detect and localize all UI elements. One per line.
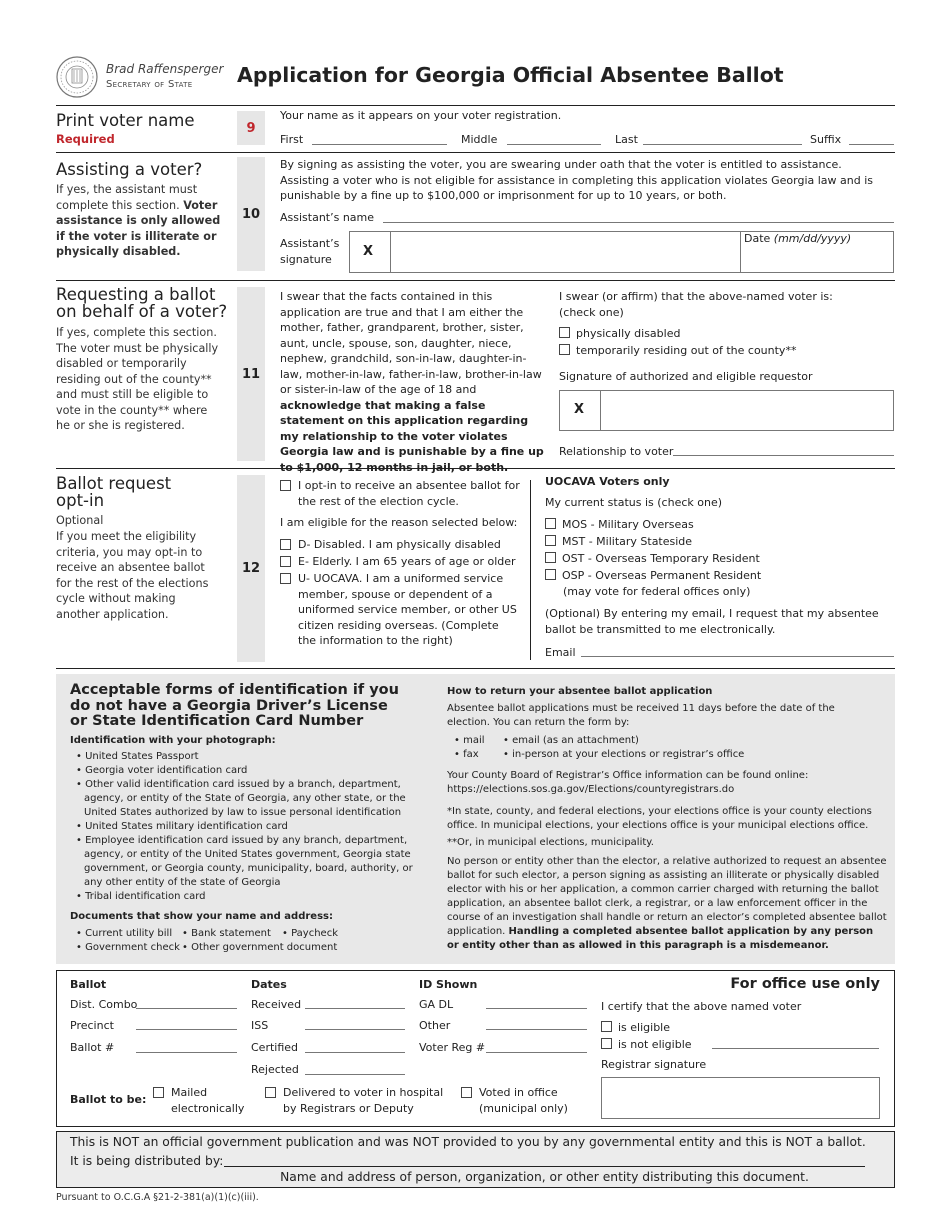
doc-other: • Other government document <box>182 942 338 953</box>
return-in-person: • in-person at your elections or registrar’s office <box>503 749 745 760</box>
doc-paycheck: • Paycheck <box>282 928 338 939</box>
registrar-signature-label: Registrar signature <box>601 1058 707 1071</box>
assistant-signature-label: Assistant’s signature <box>280 237 340 266</box>
elderly-checkbox[interactable] <box>280 556 291 567</box>
return-heading: How to return your absentee ballot application <box>447 686 713 697</box>
distributor-field[interactable] <box>224 1166 865 1167</box>
disclaimer-line2: It is being distributed by: <box>70 1154 224 1168</box>
county-info: Your County Board of Registrar’s Office information can be found online: https://elections.sos.ga.gov/Elections/countyregistrars.do <box>447 770 809 795</box>
uocava-status-label: My current status is (check one) <box>545 496 723 509</box>
handling-notice: No person or entity other than the elector, a relative authorized to request an absentee ballot for such elector, a person signing as assisting an illiterate or physically disabled elector with his or her application, a common carrier charged with returning the ballot application, an absentee ballot clerk, a registrar, or a law enforcement officer in the course of an investigation shall handle or return an elector’s completed absentee ballot application. Handling a completed absentee ballot application by any person or entity other than as allowed in this paragraph is a misdemeanor. <box>447 856 887 951</box>
opt-ost[interactable]: OST - Overseas Temporary Resident <box>545 551 760 567</box>
list-item: • Other valid identification card issued by a branch, department, agency, or entity of the State of Georgia, any other state, or the United States authorized by law to issue personal identification <box>76 779 406 818</box>
opt-mst[interactable]: MST - Military Stateside <box>545 534 692 550</box>
section9-instruction: Your name as it appears on your voter registration. <box>280 109 562 122</box>
dates-heading: Dates <box>251 978 287 991</box>
iss-field[interactable] <box>305 1029 405 1030</box>
email-note: (Optional) By entering my email, I request that my absentee ballot be transmitted to me electronically. <box>545 607 879 636</box>
section11-label: Requesting a ballot on behalf of a voter? <box>56 285 228 321</box>
certify-label: I certify that the above named voter <box>601 1000 802 1013</box>
divider <box>56 468 895 469</box>
precinct-field[interactable] <box>136 1029 237 1030</box>
disclaimer-line3: Name and address of person, organization, or other entity distributing this document. <box>280 1170 809 1184</box>
doc-gov-check: • Government check <box>76 942 180 953</box>
uocava-title: UOCAVA Voters only <box>545 475 670 488</box>
iss-label: ISS <box>251 1019 269 1032</box>
divider <box>56 105 895 106</box>
section12-description: If you meet the eligibility criteria, you may opt-in to receive an absentee ballot for the rest of the elections cycle without making another application. <box>56 530 209 621</box>
return-deadline: Absentee ballot applications must be received 11 days before the date of the election. You can return the form by: <box>447 703 835 728</box>
check-one-note: (check one) <box>559 306 624 319</box>
received-label: Received <box>251 998 302 1011</box>
ga-dl-label: GA DL <box>419 998 454 1011</box>
relationship-oath: I swear that the facts contained in this application are true and that I am either the mother, father, grandparent, brother, sister, aunt, uncle, spouse, son, daughter, niece, nephew, grandchild, son-in-law, daughter-in-law, mother-in-law, father-in-law, brother-in-law or sister-in-law of the age of 18 and acknowledge that making a false statement on this application regarding my relationship to the voter violates Georgia law and is punishable by a fine up to $1,000, 12 months in jail, or both. <box>280 290 544 474</box>
list-item: • Georgia voter identification card <box>76 765 248 776</box>
section10-description: If yes, the assistant must complete this section. Voter assistance is only allowed if the voter is illiterate or physically disabled. <box>56 183 221 258</box>
certified-label: Certified <box>251 1041 299 1054</box>
precinct-label: Precinct <box>70 1019 114 1032</box>
optin-checkbox[interactable] <box>280 480 291 491</box>
is-eligible-checkbox[interactable] <box>601 1021 612 1032</box>
osp-checkbox[interactable] <box>545 569 556 580</box>
middle-label: Middle <box>461 133 498 146</box>
form-title: Application for Georgia Official Absentee Ballot <box>237 63 784 87</box>
divider <box>56 668 895 669</box>
footnote-elections-office: *In state, county, and federal elections, your elections office is your county elections office. In municipal elections, your elections office is your municipal elections office. <box>447 806 872 831</box>
suffix-label: Suffix <box>810 133 842 146</box>
id-title: Acceptable forms of identification if you do not have a Georgia Driver’s License or State Identification Card Number <box>70 682 399 729</box>
first-name-field[interactable] <box>312 144 447 145</box>
photo-id-heading: Identification with your photograph: <box>70 735 276 746</box>
relationship-label: Relationship to voter <box>559 445 674 458</box>
optional-label: Optional <box>56 514 104 527</box>
official-title: Secretary of State <box>106 79 193 90</box>
other-id-field[interactable] <box>486 1029 587 1030</box>
rejected-label: Rejected <box>251 1063 299 1076</box>
divider <box>56 152 895 153</box>
other-id-label: Other <box>419 1019 451 1032</box>
opt-is-eligible[interactable]: is eligible <box>601 1020 670 1036</box>
statute-citation: Pursuant to O.C.G.A §21-2-381(a)(1)(c)(iii). <box>56 1192 259 1203</box>
section11-number: 11 <box>237 287 265 461</box>
ballot-heading: Ballot <box>70 978 107 991</box>
opt-elderly[interactable]: E- Elderly. I am 65 years of age or older <box>280 554 516 570</box>
rejected-field[interactable] <box>305 1074 405 1075</box>
id-shown-heading: ID Shown <box>419 978 478 991</box>
not-eligible-checkbox[interactable] <box>601 1038 612 1049</box>
return-mail: • mail <box>454 735 485 746</box>
dist-combo-label: Dist. Combo <box>70 998 138 1011</box>
voter-reg-label: Voter Reg # <box>419 1041 486 1054</box>
opt-osp[interactable]: OSP - Overseas Permanent Resident <box>545 568 761 584</box>
last-label: Last <box>615 133 638 146</box>
photo-id-list <box>76 750 416 904</box>
state-seal-icon <box>56 56 98 98</box>
list-item: • Tribal identification card <box>76 891 206 902</box>
registrar-signature-box[interactable] <box>601 1077 880 1119</box>
received-field[interactable] <box>305 1008 405 1009</box>
requestor-signature-box[interactable] <box>559 390 894 431</box>
not-eligible-reason-field[interactable] <box>712 1048 879 1049</box>
section12-number: 12 <box>237 475 265 662</box>
list-item: • Employee identification card issued by any branch, department, agency, or entity of the United States government, Georgia state government, or Georgia county, municipality, board, authority, or any other entity of the state of Georgia <box>76 835 413 888</box>
footnote-municipality: **Or, in municipal elections, municipality. <box>447 837 654 848</box>
requestor-signature-label: Signature of authorized and eligible requestor <box>559 370 813 383</box>
required-label: Required <box>56 132 115 146</box>
list-item: • United States Passport <box>76 751 199 762</box>
eligible-reason-label: I am eligible for the reason selected below: <box>280 516 518 529</box>
voter-reg-field[interactable] <box>486 1052 587 1053</box>
first-label: First <box>280 133 304 146</box>
opt-uocava[interactable]: U- UOCAVA. I am a uniformed service member, spouse or dependent of a uniformed service member, or other US citizen residing overseas. (Complete the information to the right) <box>280 571 520 649</box>
section9-number: 9 <box>237 111 265 145</box>
uocava-checkbox[interactable] <box>280 573 291 584</box>
email-field[interactable] <box>581 656 894 657</box>
assistant-name-field[interactable] <box>383 222 894 223</box>
assistance-oath: By signing as assisting the voter, you are swearing under oath that the voter is entitled to assistance. Assisting a voter who is not eligible for assistance in completing this application violates Georgia law and is punishable by a fine up to $100,000 or imprisonment for up to 10 years, or both. <box>280 158 874 202</box>
optin-option[interactable]: I opt-in to receive an absentee ballot for the rest of the election cycle. <box>280 478 520 509</box>
docs-heading: Documents that show your name and address: <box>70 911 333 922</box>
section11-description: If yes, complete this section. The voter must be physically disabled or temporarily residing out of the county** and must still be eligible to vote in the county** where he or she is registered. <box>56 326 219 432</box>
signature-x-mark: X <box>574 402 585 417</box>
official-name: Brad Raffensperger <box>106 62 224 76</box>
signature-x-mark: X <box>363 244 374 259</box>
section9-label: Print voter name <box>56 111 195 130</box>
assistant-name-label: Assistant’s name <box>280 211 375 224</box>
opt-not-eligible[interactable]: is not eligible <box>601 1037 692 1053</box>
office-use-title: For office use only <box>730 976 880 992</box>
email-label: Email <box>545 646 576 659</box>
affirm-statement: I swear (or affirm) that the above-named voter is: <box>559 290 833 303</box>
doc-bank: • Bank statement <box>182 928 271 939</box>
signature-x-divider <box>600 390 601 431</box>
disclaimer-line1: This is NOT an official government publication and was NOT provided to you by any governmental entity and this is NOT a ballot. <box>70 1135 866 1149</box>
osp-note: (may vote for federal offices only) <box>563 585 751 598</box>
doc-utility: • Current utility bill <box>76 928 173 939</box>
mos-checkbox[interactable] <box>545 518 556 529</box>
signature-x-divider <box>390 231 391 273</box>
suffix-field[interactable] <box>849 144 894 145</box>
ballot-number-field[interactable] <box>136 1052 237 1053</box>
return-fax: • fax <box>454 749 479 760</box>
opt-mailed[interactable]: Mailed electronically <box>153 1085 253 1116</box>
mailed-checkbox[interactable] <box>153 1087 164 1098</box>
voted-office-checkbox[interactable] <box>461 1087 472 1098</box>
mst-checkbox[interactable] <box>545 535 556 546</box>
opt-voted-office[interactable]: Voted in office (municipal only) <box>461 1085 581 1116</box>
return-email: • email (as an attachment) <box>503 735 639 746</box>
last-name-field[interactable] <box>643 144 802 145</box>
delivered-checkbox[interactable] <box>265 1087 276 1098</box>
opt-physically-disabled[interactable]: physically disabled <box>559 326 680 342</box>
ballot-to-be-label: Ballot to be: <box>70 1093 147 1106</box>
out-of-county-checkbox[interactable] <box>559 344 570 355</box>
uocava-divider <box>530 480 531 660</box>
relationship-field[interactable] <box>673 455 894 456</box>
middle-name-field[interactable] <box>507 144 601 145</box>
ost-checkbox[interactable] <box>545 552 556 563</box>
section12-label: Ballot request opt-in <box>56 474 172 510</box>
certified-field[interactable] <box>305 1052 405 1053</box>
opt-disabled[interactable]: D- Disabled. I am physically disabled <box>280 537 501 553</box>
opt-delivered[interactable]: Delivered to voter in hospital by Registrars or Deputy <box>265 1085 450 1116</box>
opt-mos[interactable]: MOS - Military Overseas <box>545 517 694 533</box>
section10-number: 10 <box>237 157 265 271</box>
ga-dl-field[interactable] <box>486 1008 587 1009</box>
ballot-number-label: Ballot # <box>70 1041 115 1054</box>
physically-disabled-checkbox[interactable] <box>559 327 570 338</box>
disabled-checkbox[interactable] <box>280 539 291 550</box>
divider <box>56 280 895 281</box>
dist-combo-field[interactable] <box>136 1008 237 1009</box>
date-label: Date (mm/dd/yyyy) <box>744 232 852 245</box>
list-item: • United States military identification card <box>76 821 288 832</box>
opt-out-of-county[interactable]: temporarily residing out of the county** <box>559 343 796 359</box>
section10-label: Assisting a voter? <box>56 160 203 179</box>
